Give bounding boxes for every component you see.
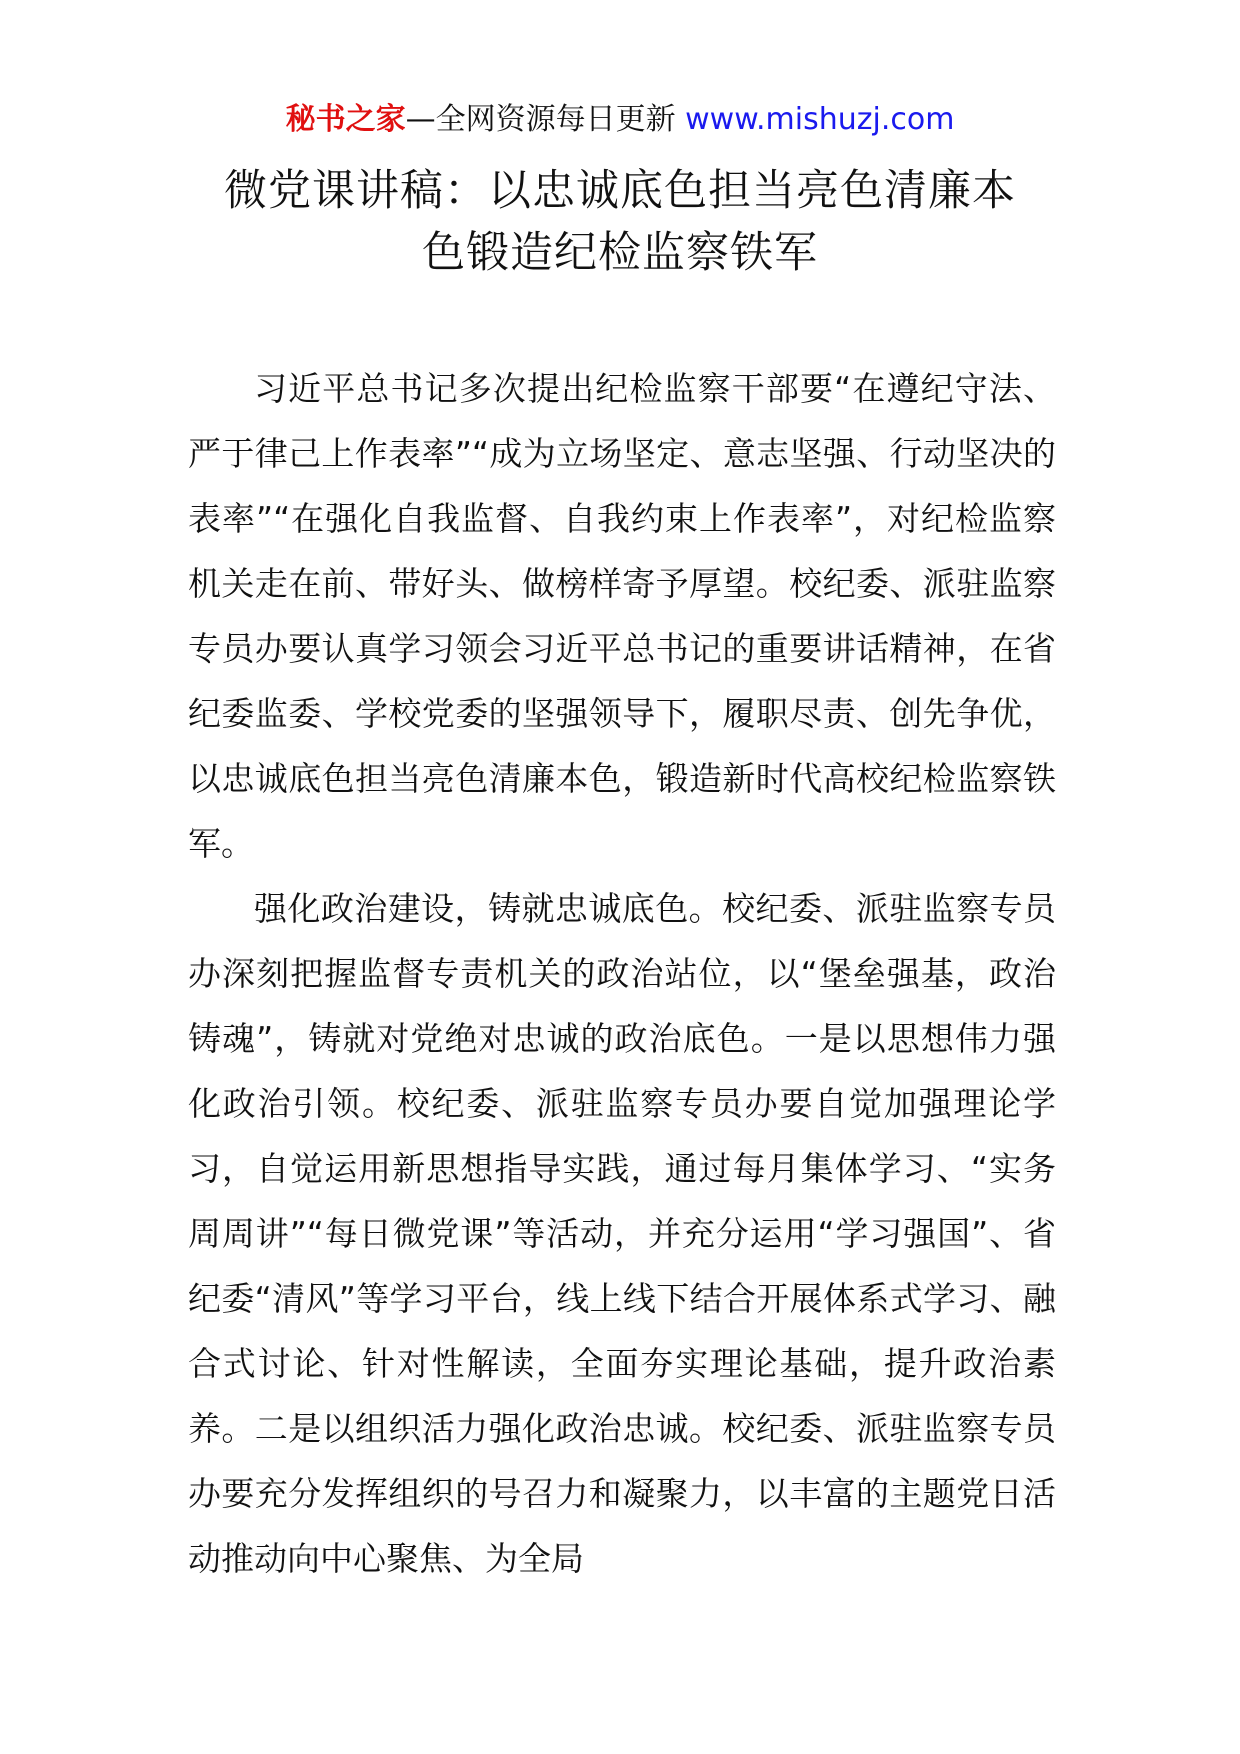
site-brand: 秘书之家: [285, 102, 406, 137]
title-line-1: 微党课讲稿：以忠诚底色担当亮色清廉本: [224, 166, 1016, 216]
title-line-2: 色锻造纪检监察铁军: [422, 228, 818, 278]
site-header: [0, 100, 1240, 140]
paragraph-2: 强化政治建设，铸就忠诚底色。校纪委、派驻监察专员办深刻把握监督专责机关的政治站位，以“堡垒强基，政治铸魂”，铸就对党绝对忠诚的政治底色。一是以思想伟力强化政治引领。校纪委、派驻监察专员办要自觉加强理论学习，自觉运用新思想指导实践，通过每月集体学习、“实务周周讲”“每日微党课”等活动，并充分运用“学习强国”、省纪委“清风”等学习平台，线上线下结合开展体系式学习、融合式讨论、针对性解读，全面夯实理论基础，提升政治素养。二是以组织活力强化政治忠诚。校纪委、派驻监察专员办要充分发挥组织的号召力和凝聚力，以丰富的主题党日活动推动向中心聚焦、为全局: [188, 889, 1056, 1578]
document-title: [160, 160, 1080, 284]
paragraph-1: 习近平总书记多次提出纪检监察干部要“在遵纪守法、严于律己上作表率”“成为立场坚定、意志坚强、行动坚决的表率”“在强化自我监督、自我约束上作表率”，对纪检监察机关走在前、带好头、做榜样寄予厚望。校纪委、派驻监察专员办要认真学习领会习近平总书记的重要讲话精神，在省纪委监委、学校党委的坚强领导下，履职尽责、创先争优，以忠诚底色担当亮色清廉本色，锻造新时代高校纪检监察铁军。: [188, 369, 1056, 863]
document-body: [188, 356, 1056, 1591]
site-tagline: —全网资源每日更新: [405, 102, 676, 137]
site-url-link[interactable]: www.mishuzj.com: [685, 102, 955, 137]
